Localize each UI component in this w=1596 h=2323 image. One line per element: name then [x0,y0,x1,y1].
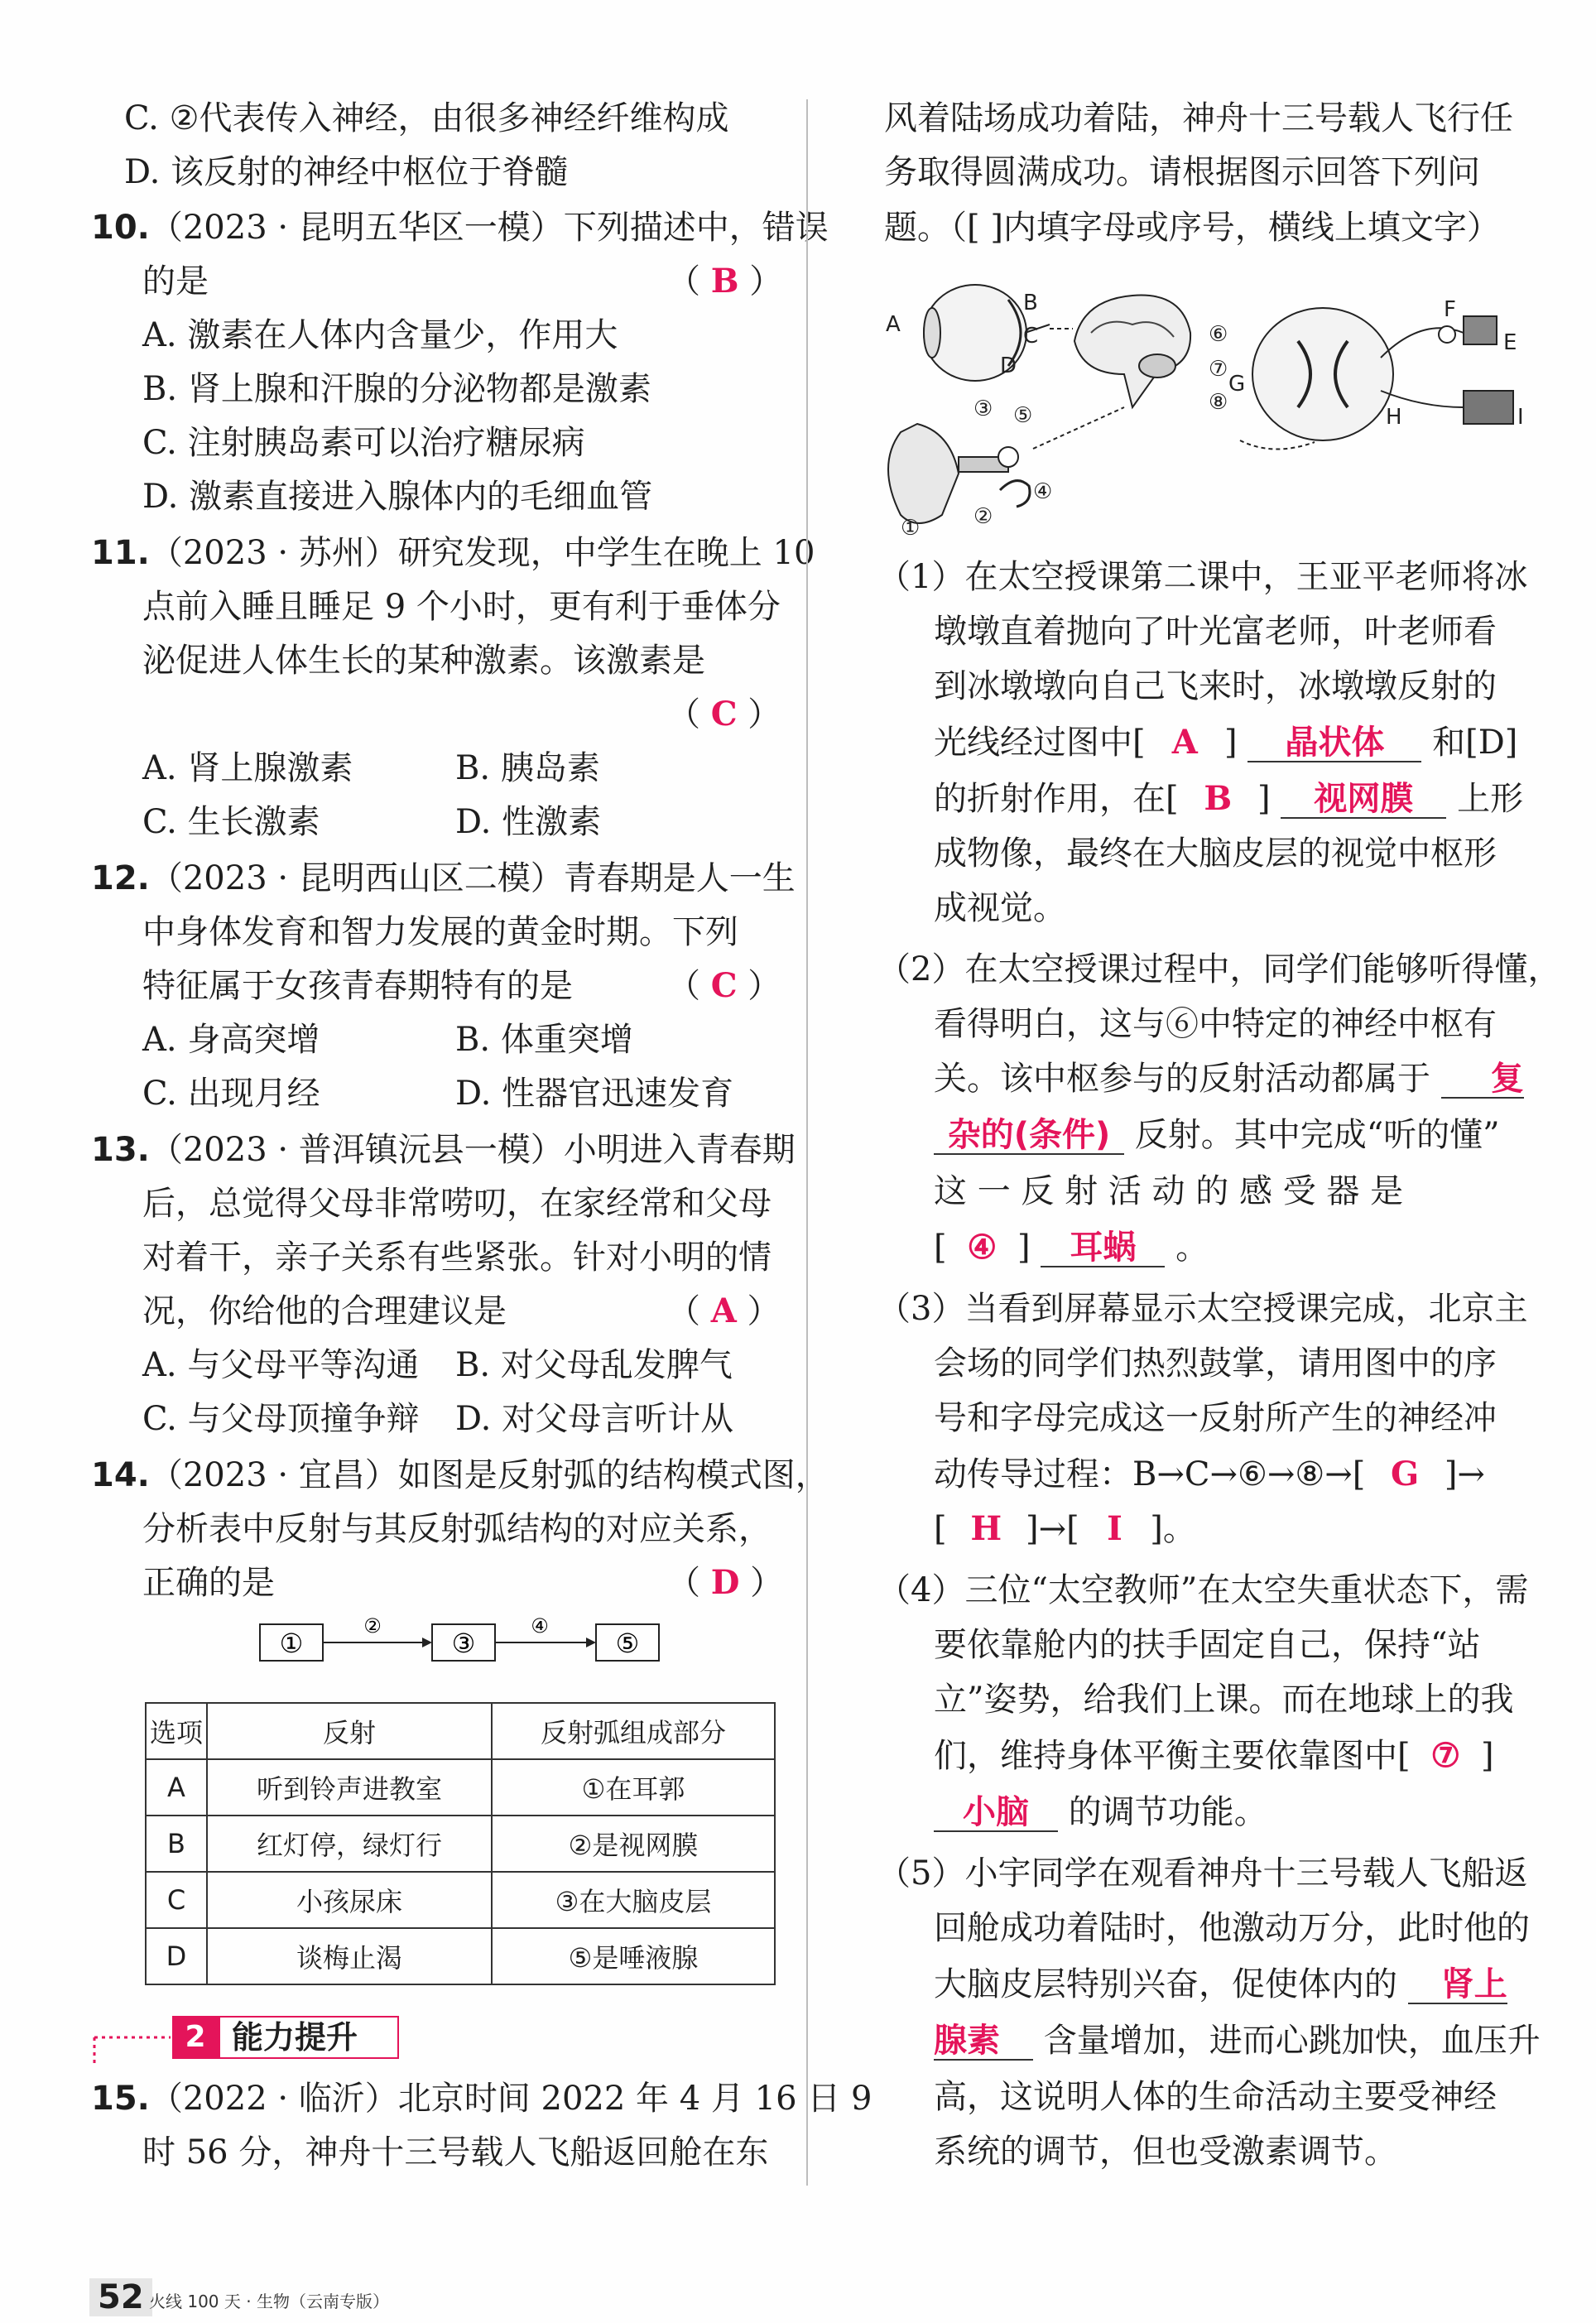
p1-answer-2: 晶状体 [1247,724,1421,762]
arc-box-1-label: ① [279,1628,304,1659]
p2-line-4 [934,1114,1500,1156]
p4-text: ] [1481,1737,1494,1775]
p5-line-3 [934,1964,1507,2005]
ear-label-3: ③ [973,397,993,421]
q10-stem [91,207,829,248]
p1-line: 墩墩直着抛向了叶光富老师，叶老师看 [934,613,1497,651]
p3-answer-2: H [970,1509,1002,1548]
q12-answer-value: C [710,966,738,1005]
reflex-arc-diagram [248,1606,679,1672]
p2-text: ] [1017,1229,1031,1267]
q13-line: 对着干，亲子关系有些紧张。针对小明的情 [142,1238,772,1277]
p2-text: 反射。其中完成“听的懂” [1134,1116,1500,1154]
arc-label-4: ④ [531,1614,549,1638]
q11-answer: （ C ） [667,695,781,733]
table-header-row [146,1703,775,1759]
q13-line: 后，总觉得父母非常唠叨，在家经常和父母 [142,1185,772,1223]
arc-arrow-1 [422,1638,432,1647]
q14-stem [91,1455,829,1496]
p2-text: [ [934,1229,947,1267]
p3-line-5 [934,1508,1196,1550]
table-cell: C [146,1872,207,1928]
p1-line-4 [934,722,1517,763]
p1-line: （1）在太空授课第二课中，王亚平老师将冰 [877,558,1528,596]
p2-text: 。 [1175,1229,1209,1267]
cord-label-F: F [1444,297,1456,322]
p2-line-6 [934,1227,1209,1268]
q13-option: D. 对父母言听计从 [455,1400,734,1438]
q11-option: C. 生长激素 [142,803,320,841]
q13-option: C. 与父母顶撞争辩 [142,1400,420,1438]
table-cell: A [146,1759,207,1816]
p2-line: 看得明白，这与⑥中特定的神经中枢有 [934,1005,1497,1043]
table-cell: 谈梅止渴 [207,1928,492,1984]
table-row [146,1928,775,1984]
q12-number: 12. [91,859,150,897]
ear-label-2: ② [973,504,993,529]
q10-answer-value: B [710,262,739,301]
q14-answer-value: D [710,1563,740,1602]
q13-stem [91,1129,796,1171]
option-c-prev: C. ②代表传入神经，由很多神经纤维构成 [124,99,729,137]
p3-text: ]→ [1444,1455,1485,1493]
spinal-cord-illustration [1252,308,1513,440]
p3-line: （3）当看到屏幕显示太空授课完成，北京主 [877,1290,1528,1328]
q13-option: B. 对父母乱发脾气 [455,1346,733,1384]
page-number: 52 [89,2278,152,2316]
q10-source: （2023 · 昆明五华区一模）下列描述中，错误 [149,209,829,247]
p1-text: ] [1257,780,1271,818]
q11-option: B. 胰岛素 [455,749,600,787]
p3-answer-3: I [1107,1509,1122,1548]
table-cell: 小孩尿床 [207,1872,492,1928]
p1-text: 光线经过图中[ [934,724,1146,762]
q13-line: （2023 · 普洱镇沅县一模）小明进入青春期 [149,1131,796,1169]
p3-line: 号和字母完成这一反射所产生的神经冲 [934,1399,1497,1437]
p5-line: 回舱成功着陆时，他激动万分，此时他的 [934,1909,1530,1947]
p2-line-3 [934,1058,1524,1099]
p4-line: 立”姿势，给我们上课。而在地球上的我 [934,1681,1514,1719]
p1-line: 成物像，最终在大脑皮层的视觉中枢形 [934,834,1497,873]
p1-text: 和[D] [1432,724,1518,762]
table-cell: 听到铃声进教室 [207,1759,492,1816]
q14-line: （2023 · 宜昌）如图是反射弧的结构模式图， [149,1456,829,1494]
table-row [146,1872,775,1928]
p3-text: ]→[ [1026,1510,1079,1548]
p2-line: 这 一 反 射 活 动 的 感 受 器 是 [934,1172,1404,1210]
cord-label-I: I [1517,405,1524,430]
book-title: 火线 100 天 · 生物（云南专版） [149,2292,389,2311]
q10-option: C. 注射胰岛素可以治疗糖尿病 [142,424,585,462]
table-header: 选项 [146,1703,207,1759]
p2-text: 关。该中枢参与的反射活动都属于 [934,1060,1430,1098]
ear-label-5: ⑤ [1013,403,1033,428]
q13-answer: （ A ） [667,1291,781,1330]
eye-label-C: C [1023,324,1039,349]
p4-line: （4）三位“太空教师”在太空失重状态下，需 [877,1571,1529,1609]
q12-line: 特征属于女孩青春期特有的是 [142,967,573,1005]
q13-option: A. 与父母平等沟通 [142,1346,420,1384]
q12-option: D. 性器官迅速发育 [455,1075,734,1113]
q12-option: A. 身高突增 [142,1021,320,1059]
q12-line: 中身体发育和智力发展的黄金时期。下列 [142,913,738,951]
q15-number: 15. [91,2080,150,2118]
p2-line: （2）在太空授课过程中，同学们能够听得懂， [877,950,1561,988]
section-title: 能力提升 [219,2016,399,2059]
q14-number: 14. [91,1456,150,1494]
q14-line: 分析表中反射与其反射弧结构的对应关系， [142,1510,772,1548]
q14-line: 正确的是 [142,1564,275,1602]
q15-line: 时 56 分，神舟十三号载人飞船返回舱在东 [142,2133,769,2172]
q10-answer: （ B ） [667,262,783,301]
table-row [146,1816,775,1872]
eye-label-A: A [886,312,901,337]
q15-intro-line: 风着陆场成功着陆，神舟十三号载人飞行任 [884,99,1513,137]
cord-label-H: H [1386,405,1402,430]
arc-box-3-label: ⑤ [615,1628,640,1659]
p1-answer-1: A [1171,723,1198,762]
p1-text: ] [1224,724,1238,762]
reflex-table [145,1702,776,1985]
q13-number: 13. [91,1131,150,1169]
p1-text: 上形 [1457,780,1524,818]
p3-line-4 [934,1454,1485,1495]
brain-label-8: ⑧ [1209,390,1228,415]
q13-line: 况，你给他的合理建议是 [142,1292,507,1330]
brain-label-7: ⑦ [1209,357,1228,382]
table-cell: 红灯停，绿灯行 [207,1816,492,1872]
table-cell: ⑤是唾液腺 [492,1928,775,1984]
p3-answer-1: G [1391,1455,1420,1493]
p4-answer-2: 小脑 [934,1794,1058,1832]
p3-text: 动传导过程：B→C→⑥→⑧→[ [934,1455,1366,1493]
p2-answer-1b: 杂的(条件) [934,1117,1124,1155]
eye-label-B: B [1023,291,1038,315]
q12-option: B. 体重突增 [455,1021,633,1059]
p5-line: （5）小宇同学在观看神舟十三号载人飞船返 [877,1854,1528,1893]
ear-label-1: ① [901,516,921,540]
p1-line-5 [934,778,1523,820]
p4-answer-1: ⑦ [1430,1736,1461,1775]
table-cell: ①在耳郭 [492,1759,775,1816]
p2-answer-1a: 复 [1441,1060,1524,1099]
p4-text: 的调节功能。 [1068,1793,1267,1831]
arc-arrow-2 [586,1638,596,1647]
q10-option: D. 激素直接进入腺体内的毛细血管 [142,478,653,516]
p1-text: 的折射作用，在[ [934,780,1179,818]
p2-answer-2: ④ [967,1228,997,1267]
table-cell: ③在大脑皮层 [492,1872,775,1928]
arc-label-2: ② [363,1614,382,1638]
q13-answer-value: A [710,1291,737,1330]
p4-text: 们，维持身体平衡主要依靠图中[ [934,1737,1411,1775]
p5-text: 大脑皮层特别兴奋，促使体内的 [934,1965,1397,2003]
table-row [146,1759,775,1816]
p5-answer-1a: 肾上 [1408,1966,1507,2004]
p5-answer-1b: 腺素 [934,2022,1033,2061]
q15-intro-line: 务取得圆满成功。请根据图示回答下列问 [884,153,1480,191]
q12-option: C. 出现月经 [142,1075,320,1113]
brain-illustration [1074,296,1190,407]
q15-intro-line: 题。（[ ]内填字母或序号，横线上填文字） [884,209,1500,247]
eye-label-D: D [1000,354,1017,378]
arc-box-2-label: ③ [451,1628,476,1659]
table-header: 反射 [207,1703,492,1759]
q12-stem [91,858,796,899]
table-header: 反射弧组成部分 [492,1703,775,1759]
table-cell: ②是视网膜 [492,1816,775,1872]
q11-answer-value: C [710,695,738,733]
q15-stem [91,2078,872,2119]
cord-label-E: E [1503,330,1517,355]
p3-text: ]。 [1150,1510,1196,1548]
p2-answer-3: 耳蜗 [1041,1229,1165,1267]
nervous-system-figure [884,267,1530,540]
q10-option: A. 激素在人体内含量少，作用大 [142,316,618,354]
p4-line-5 [934,1792,1267,1833]
ear-label-4: ④ [1033,479,1053,504]
p5-line: 高，这说明人体的生命活动主要受神经 [934,2078,1497,2116]
table-cell: B [146,1816,207,1872]
q11-line: （2023 · 苏州）研究发现，中学生在晚上 10 [149,534,815,572]
q10-number: 10. [91,209,150,247]
q11-line: 点前入睡且睡足 9 个小时，更有利于垂体分 [142,588,781,626]
p3-text: [ [934,1510,947,1548]
option-d-prev: D. 该反射的神经中枢位于脊髓 [124,153,569,191]
q11-line: 泌促进人体生长的某种激素。该激素是 [142,642,705,680]
q11-stem [91,532,815,574]
q11-option: D. 性激素 [455,803,602,841]
p1-answer-4: 视网膜 [1281,781,1446,819]
p5-line: 系统的调节，但也受激素调节。 [934,2133,1397,2171]
q11-number: 11. [91,534,150,572]
p1-line: 成视觉。 [934,889,1066,927]
ear-illustration [888,424,1030,523]
column-divider [806,99,808,2186]
q12-answer: （ C ） [667,966,781,1005]
p3-line: 会场的同学们热烈鼓掌，请用图中的序 [934,1344,1497,1383]
p4-line-4 [934,1735,1494,1777]
table-cell: D [146,1928,207,1984]
brain-label-6: ⑥ [1209,322,1228,347]
q11-option: A. 肾上腺激素 [142,749,353,787]
p1-line: 到冰墩墩向自己飞来时，冰墩墩反射的 [934,667,1497,705]
section-number: 2 [172,2016,219,2059]
p1-answer-3: B [1204,779,1233,818]
q10-stem-cont: 的是 [142,262,209,301]
q15-line: （2022 · 临沂）北京时间 2022 年 4 月 16 日 9 [149,2080,873,2118]
p5-line-4 [934,2020,1541,2061]
q10-option: B. 肾上腺和汗腺的分泌物都是激素 [142,370,651,408]
p4-line: 要依靠舱内的扶手固定自己，保持“站 [934,1626,1481,1664]
cord-label-G: G [1228,372,1246,397]
q14-answer: （ D ） [667,1563,784,1602]
q12-line: （2023 · 昆明西山区二模）青春期是人一生 [149,859,796,897]
p5-text: 含量增加，进而心跳加快，血压升 [1043,2022,1541,2060]
